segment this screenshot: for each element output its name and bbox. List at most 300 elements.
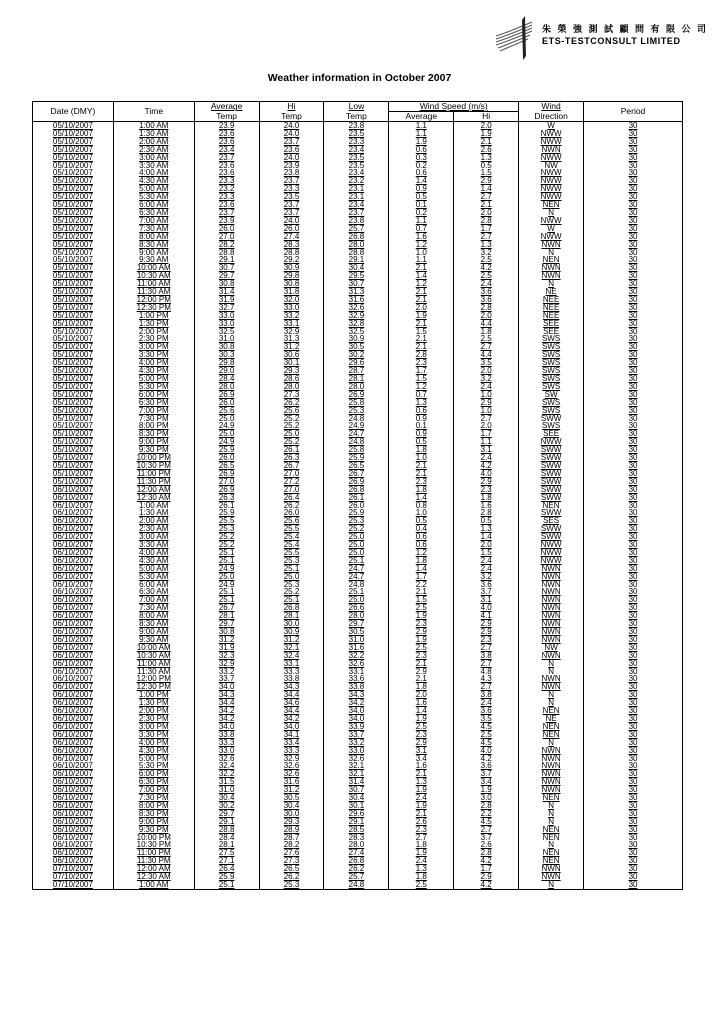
wind-speed-average-cell: 0.6 [389, 533, 454, 541]
low-temp-cell: 34.3 [324, 691, 389, 699]
table-row [33, 849, 683, 857]
low-temp-cell: 26.2 [324, 865, 389, 873]
hi-temp-cell: 33.0 [259, 304, 324, 312]
period-cell: 30 [584, 130, 683, 138]
wind-direction-cell: NWW [519, 138, 584, 146]
date-cell: 05/10/2007 [33, 462, 114, 470]
wind-direction-cell: SWW [519, 509, 584, 517]
low-temp-cell: 23.4 [324, 169, 389, 177]
wind-direction-cell: NWN [519, 683, 584, 691]
average-temp-cell: 29.0 [194, 367, 259, 375]
average-temp-cell: 33.7 [194, 675, 259, 683]
table-row [33, 193, 683, 201]
wind-speed-hi-cell: 3.5 [454, 715, 519, 723]
wind-speed-hi-cell: 3.4 [454, 778, 519, 786]
wind-direction-cell: SWS [519, 351, 584, 359]
hi-temp-cell: 25.2 [259, 415, 324, 423]
table-row [33, 494, 683, 502]
hi-temp-cell: 34.2 [259, 715, 324, 723]
date-cell: 06/10/2007 [33, 794, 114, 802]
average-temp-cell: 33.3 [194, 739, 259, 747]
period-cell: 30 [584, 351, 683, 359]
date-cell: 05/10/2007 [33, 280, 114, 288]
wind-speed-hi-cell: 4.4 [454, 351, 519, 359]
hi-temp-cell: 28.6 [259, 375, 324, 383]
wind-speed-hi-cell: 2.2 [454, 810, 519, 818]
time-cell: 9:00 AM [113, 249, 194, 257]
date-cell: 05/10/2007 [33, 296, 114, 304]
date-cell: 05/10/2007 [33, 399, 114, 407]
average-temp-cell: 26.1 [194, 502, 259, 510]
average-temp-cell: 34.0 [194, 723, 259, 731]
wind-speed-average-cell: 1.6 [389, 233, 454, 241]
date-cell: 05/10/2007 [33, 454, 114, 462]
average-temp-cell: 26.5 [194, 462, 259, 470]
period-cell: 30 [584, 675, 683, 683]
table-row [33, 604, 683, 612]
wind-speed-hi-cell: 2.7 [454, 644, 519, 652]
table-row [33, 541, 683, 549]
period-cell: 30 [584, 422, 683, 430]
wind-speed-hi-cell: 3.1 [454, 446, 519, 454]
average-temp-cell: 32.7 [194, 304, 259, 312]
low-temp-cell: 28.3 [324, 834, 389, 842]
average-temp-cell: 30.7 [194, 264, 259, 272]
average-temp-cell: 26.9 [194, 486, 259, 494]
average-temp-cell: 27.0 [194, 478, 259, 486]
time-cell: 5:30 AM [113, 193, 194, 201]
low-temp-cell: 24.8 [324, 438, 389, 446]
wind-speed-average-cell: 1.0 [389, 249, 454, 257]
time-cell: 3:30 AM [113, 162, 194, 170]
wind-speed-hi-cell: 4.2 [454, 755, 519, 763]
time-cell: 11:00 PM [113, 470, 194, 478]
hi-temp-cell: 26.3 [259, 454, 324, 462]
hi-temp-cell: 23.3 [259, 185, 324, 193]
date-cell: 05/10/2007 [33, 422, 114, 430]
time-cell: 5:30 PM [113, 762, 194, 770]
table-row [33, 778, 683, 786]
average-temp-cell: 23.7 [194, 154, 259, 162]
wind-speed-hi-cell: 2.5 [454, 731, 519, 739]
time-cell: 6:00 PM [113, 770, 194, 778]
wind-direction-cell: SWS [519, 359, 584, 367]
hi-temp-cell: 34.0 [259, 723, 324, 731]
low-temp-cell: 31.6 [324, 644, 389, 652]
date-cell: 06/10/2007 [33, 557, 114, 565]
date-cell: 05/10/2007 [33, 272, 114, 280]
wind-speed-average-cell: 1.2 [389, 280, 454, 288]
wind-speed-average-cell: 2.5 [389, 881, 454, 889]
average-temp-cell: 23.6 [194, 138, 259, 146]
table-row [33, 525, 683, 533]
wind-direction-cell: NWN [519, 612, 584, 620]
hi-temp-cell: 28.1 [259, 612, 324, 620]
table-row [33, 122, 683, 130]
wind-speed-hi-cell: 2.0 [454, 422, 519, 430]
table-row [33, 683, 683, 691]
time-cell: 8:00 PM [113, 802, 194, 810]
header-wind-speed-average: Average [389, 112, 454, 122]
wind-speed-hi-cell: 1.9 [454, 786, 519, 794]
date-cell: 06/10/2007 [33, 699, 114, 707]
date-cell: 06/10/2007 [33, 644, 114, 652]
wind-speed-average-cell: 0.5 [389, 517, 454, 525]
hi-temp-cell: 33.4 [259, 739, 324, 747]
period-cell: 30 [584, 201, 683, 209]
wind-direction-cell: SEE [519, 430, 584, 438]
period-cell: 30 [584, 177, 683, 185]
time-cell: 5:00 AM [113, 565, 194, 573]
wind-direction-cell: N [519, 810, 584, 818]
wind-speed-average-cell: 0.1 [389, 201, 454, 209]
time-cell: 2:30 AM [113, 146, 194, 154]
wind-speed-average-cell: 2.5 [389, 644, 454, 652]
low-temp-cell: 24.7 [324, 565, 389, 573]
period-cell: 30 [584, 478, 683, 486]
low-temp-cell: 32.6 [324, 660, 389, 668]
period-cell: 30 [584, 731, 683, 739]
wind-direction-cell: NWN [519, 770, 584, 778]
date-cell: 05/10/2007 [33, 256, 114, 264]
average-temp-cell: 23.7 [194, 209, 259, 217]
wind-speed-hi-cell: 2.7 [454, 193, 519, 201]
time-cell: 2:30 AM [113, 525, 194, 533]
date-cell: 06/10/2007 [33, 660, 114, 668]
wind-direction-cell: SWW [519, 415, 584, 423]
hi-temp-cell: 34.3 [259, 683, 324, 691]
table-row [33, 517, 683, 525]
hi-temp-cell: 29.3 [259, 367, 324, 375]
period-cell: 30 [584, 296, 683, 304]
low-temp-cell: 26.8 [324, 857, 389, 865]
time-cell: 12:00 PM [113, 675, 194, 683]
wind-direction-cell: NWW [519, 233, 584, 241]
wind-speed-average-cell: 1.1 [389, 122, 454, 130]
wind-speed-hi-cell: 3.6 [454, 581, 519, 589]
wind-speed-hi-cell: 2.3 [454, 486, 519, 494]
wind-direction-cell: SES [519, 517, 584, 525]
period-cell: 30 [584, 762, 683, 770]
time-cell: 9:30 PM [113, 446, 194, 454]
table-row [33, 462, 683, 470]
wind-speed-hi-cell: 2.8 [454, 509, 519, 517]
time-cell: 3:30 AM [113, 541, 194, 549]
wind-speed-hi-cell: 3.7 [454, 770, 519, 778]
period-cell: 30 [584, 430, 683, 438]
period-cell: 30 [584, 162, 683, 170]
wind-speed-hi-cell: 2.3 [454, 636, 519, 644]
average-temp-cell: 29.8 [194, 359, 259, 367]
wind-speed-average-cell: 2.1 [389, 264, 454, 272]
table-row [33, 328, 683, 336]
period-cell: 30 [584, 747, 683, 755]
wind-speed-average-cell: 1.1 [389, 217, 454, 225]
low-temp-cell: 25.0 [324, 541, 389, 549]
wind-direction-cell: NWW [519, 193, 584, 201]
wind-speed-average-cell: 2.0 [389, 691, 454, 699]
hi-temp-cell: 27.4 [259, 233, 324, 241]
wind-direction-cell: NEN [519, 256, 584, 264]
wind-speed-average-cell: 2.3 [389, 478, 454, 486]
low-temp-cell: 25.9 [324, 509, 389, 517]
time-cell: 2:00 AM [113, 138, 194, 146]
table-row [33, 146, 683, 154]
period-cell: 30 [584, 470, 683, 478]
table-row [33, 130, 683, 138]
table-row [33, 818, 683, 826]
hi-temp-cell: 23.7 [259, 138, 324, 146]
period-cell: 30 [584, 683, 683, 691]
date-cell: 06/10/2007 [33, 770, 114, 778]
table-row [33, 177, 683, 185]
wind-speed-hi-cell: 3.0 [454, 794, 519, 802]
low-temp-cell: 28.0 [324, 612, 389, 620]
period-cell: 30 [584, 818, 683, 826]
wind-direction-cell: NEN [519, 731, 584, 739]
hi-temp-cell: 30.0 [259, 620, 324, 628]
wind-speed-hi-cell: 2.5 [454, 335, 519, 343]
hi-temp-cell: 27.3 [259, 857, 324, 865]
time-cell: 4:30 PM [113, 367, 194, 375]
date-cell: 06/10/2007 [33, 802, 114, 810]
wind-speed-hi-cell: 4.8 [454, 668, 519, 676]
average-temp-cell: 31.4 [194, 288, 259, 296]
time-cell: 6:00 AM [113, 581, 194, 589]
time-cell: 11:00 AM [113, 660, 194, 668]
hi-temp-cell: 23.7 [259, 177, 324, 185]
table-row [33, 367, 683, 375]
time-cell: 11:00 AM [113, 280, 194, 288]
wind-speed-average-cell: 1.8 [389, 446, 454, 454]
wind-speed-hi-cell: 1.7 [454, 865, 519, 873]
time-cell: 7:00 PM [113, 786, 194, 794]
period-cell: 30 [584, 217, 683, 225]
average-temp-cell: 28.8 [194, 249, 259, 257]
time-cell: 3:30 PM [113, 731, 194, 739]
table-row [33, 486, 683, 494]
average-temp-cell: 23.9 [194, 122, 259, 130]
hi-temp-cell: 27.0 [259, 486, 324, 494]
table-row [33, 162, 683, 170]
table-row [33, 415, 683, 423]
wind-direction-cell: NE [519, 715, 584, 723]
hi-temp-cell: 26.8 [259, 604, 324, 612]
period-cell: 30 [584, 644, 683, 652]
time-cell: 11:30 AM [113, 288, 194, 296]
wind-direction-cell: N [519, 802, 584, 810]
wind-speed-hi-cell: 3.6 [454, 762, 519, 770]
date-cell: 05/10/2007 [33, 375, 114, 383]
average-temp-cell: 25.2 [194, 541, 259, 549]
time-cell: 10:30 AM [113, 652, 194, 660]
period-cell: 30 [584, 343, 683, 351]
wind-speed-hi-cell: 4.5 [454, 723, 519, 731]
hi-temp-cell: 26.1 [259, 446, 324, 454]
table-row [33, 636, 683, 644]
date-cell: 05/10/2007 [33, 122, 114, 130]
date-cell: 06/10/2007 [33, 849, 114, 857]
average-temp-cell: 32.6 [194, 755, 259, 763]
wind-speed-average-cell: 2.9 [389, 628, 454, 636]
wind-speed-hi-cell: 2.9 [454, 620, 519, 628]
date-cell: 06/10/2007 [33, 596, 114, 604]
table-row [33, 304, 683, 312]
period-cell: 30 [584, 557, 683, 565]
time-cell: 6:00 AM [113, 201, 194, 209]
wind-speed-hi-cell: 1.8 [454, 494, 519, 502]
date-cell: 06/10/2007 [33, 834, 114, 842]
wind-speed-hi-cell: 2.4 [454, 699, 519, 707]
average-temp-cell: 31.5 [194, 778, 259, 786]
period-cell: 30 [584, 691, 683, 699]
wind-speed-average-cell: 1.0 [389, 454, 454, 462]
period-cell: 30 [584, 517, 683, 525]
low-temp-cell: 23.3 [324, 138, 389, 146]
average-temp-cell: 32.3 [194, 652, 259, 660]
wind-speed-average-cell: 2.7 [389, 834, 454, 842]
date-cell: 06/10/2007 [33, 691, 114, 699]
period-cell: 30 [584, 494, 683, 502]
wind-speed-average-cell: 2.1 [389, 288, 454, 296]
wind-speed-hi-cell: 4.0 [454, 470, 519, 478]
table-row [33, 209, 683, 217]
time-cell: 9:30 AM [113, 636, 194, 644]
date-cell: 05/10/2007 [33, 138, 114, 146]
time-cell: 6:30 AM [113, 588, 194, 596]
low-temp-cell: 32.5 [324, 328, 389, 336]
hi-temp-cell: 26.2 [259, 502, 324, 510]
date-cell: 05/10/2007 [33, 288, 114, 296]
wind-speed-hi-cell: 1.7 [454, 430, 519, 438]
date-cell: 05/10/2007 [33, 430, 114, 438]
table-row [33, 628, 683, 636]
table-row [33, 264, 683, 272]
wind-direction-cell: NWN [519, 786, 584, 794]
period-cell: 30 [584, 715, 683, 723]
wind-speed-hi-cell: 4.5 [454, 818, 519, 826]
hi-temp-cell: 31.3 [259, 335, 324, 343]
company-name-english: ETS-TESTCONSULT LIMITED [542, 36, 681, 46]
wind-speed-hi-cell: 2.0 [454, 122, 519, 130]
header-hi-temp-bottom: Temp [259, 112, 324, 122]
hi-temp-cell: 25.2 [259, 438, 324, 446]
period-cell: 30 [584, 502, 683, 510]
wind-speed-average-cell: 0.6 [389, 407, 454, 415]
hi-temp-cell: 28.0 [259, 383, 324, 391]
hi-temp-cell: 32.9 [259, 328, 324, 336]
wind-direction-cell: NEN [519, 849, 584, 857]
time-cell: 9:30 PM [113, 826, 194, 834]
date-cell: 06/10/2007 [33, 786, 114, 794]
time-cell: 1:00 PM [113, 691, 194, 699]
hi-temp-cell: 26.7 [259, 462, 324, 470]
wind-speed-average-cell: 2.8 [389, 351, 454, 359]
table-row [33, 668, 683, 676]
header-time: Time [113, 102, 194, 122]
average-temp-cell: 33.2 [194, 668, 259, 676]
time-cell: 10:30 AM [113, 272, 194, 280]
low-temp-cell: 29.1 [324, 256, 389, 264]
hi-temp-cell: 25.5 [259, 525, 324, 533]
time-cell: 1:30 AM [113, 509, 194, 517]
table-row [33, 343, 683, 351]
table-row [33, 407, 683, 415]
average-temp-cell: 30.8 [194, 280, 259, 288]
table-row [33, 770, 683, 778]
average-temp-cell: 23.6 [194, 169, 259, 177]
wind-speed-average-cell: 2.9 [389, 668, 454, 676]
low-temp-cell: 23.8 [324, 122, 389, 130]
header-period: Period [584, 102, 683, 122]
period-cell: 30 [584, 169, 683, 177]
company-name-chinese: 朱 榮 強 測 試 顧 問 有 限 公 司 [542, 24, 709, 34]
average-temp-cell: 26.0 [194, 225, 259, 233]
table-row [33, 826, 683, 834]
table-row [33, 470, 683, 478]
low-temp-cell: 28.0 [324, 241, 389, 249]
average-temp-cell: 25.2 [194, 533, 259, 541]
date-cell: 05/10/2007 [33, 470, 114, 478]
wind-direction-cell: SWW [519, 494, 584, 502]
period-cell: 30 [584, 628, 683, 636]
table-row [33, 549, 683, 557]
wind-direction-cell: NWW [519, 130, 584, 138]
wind-speed-average-cell: 1.9 [389, 138, 454, 146]
header-average-temp-top: Average [194, 102, 259, 112]
hi-temp-cell: 29.8 [259, 272, 324, 280]
wind-speed-hi-cell: 3.2 [454, 249, 519, 257]
wind-direction-cell: SWS [519, 335, 584, 343]
time-cell: 10:30 PM [113, 462, 194, 470]
wind-direction-cell: NWW [519, 185, 584, 193]
wind-speed-hi-cell: 3.1 [454, 596, 519, 604]
wind-speed-average-cell: 1.8 [389, 841, 454, 849]
low-temp-cell: 30.7 [324, 280, 389, 288]
wind-direction-cell: NWW [519, 177, 584, 185]
wind-speed-hi-cell: 0.5 [454, 162, 519, 170]
period-cell: 30 [584, 122, 683, 130]
table-row [33, 699, 683, 707]
table-row [33, 502, 683, 510]
wind-speed-average-cell: 1.3 [389, 865, 454, 873]
wind-direction-cell: NWN [519, 778, 584, 786]
table-row [33, 509, 683, 517]
wind-speed-average-cell: 1.4 [389, 707, 454, 715]
date-cell: 06/10/2007 [33, 565, 114, 573]
period-cell: 30 [584, 304, 683, 312]
hi-temp-cell: 33.1 [259, 660, 324, 668]
table-row [33, 731, 683, 739]
period-cell: 30 [584, 391, 683, 399]
period-cell: 30 [584, 533, 683, 541]
low-temp-cell: 30.5 [324, 628, 389, 636]
period-cell: 30 [584, 707, 683, 715]
hi-temp-cell: 25.3 [259, 557, 324, 565]
table-row [33, 201, 683, 209]
date-cell: 05/10/2007 [33, 162, 114, 170]
wind-speed-hi-cell: 3.2 [454, 573, 519, 581]
wind-speed-hi-cell: 2.4 [454, 383, 519, 391]
low-temp-cell: 26.6 [324, 604, 389, 612]
period-cell: 30 [584, 668, 683, 676]
time-cell: 1:00 PM [113, 312, 194, 320]
time-cell: 8:30 PM [113, 430, 194, 438]
wind-speed-average-cell: 2.1 [389, 770, 454, 778]
wind-speed-hi-cell: 2.8 [454, 304, 519, 312]
date-cell: 05/10/2007 [33, 169, 114, 177]
average-temp-cell: 28.1 [194, 841, 259, 849]
